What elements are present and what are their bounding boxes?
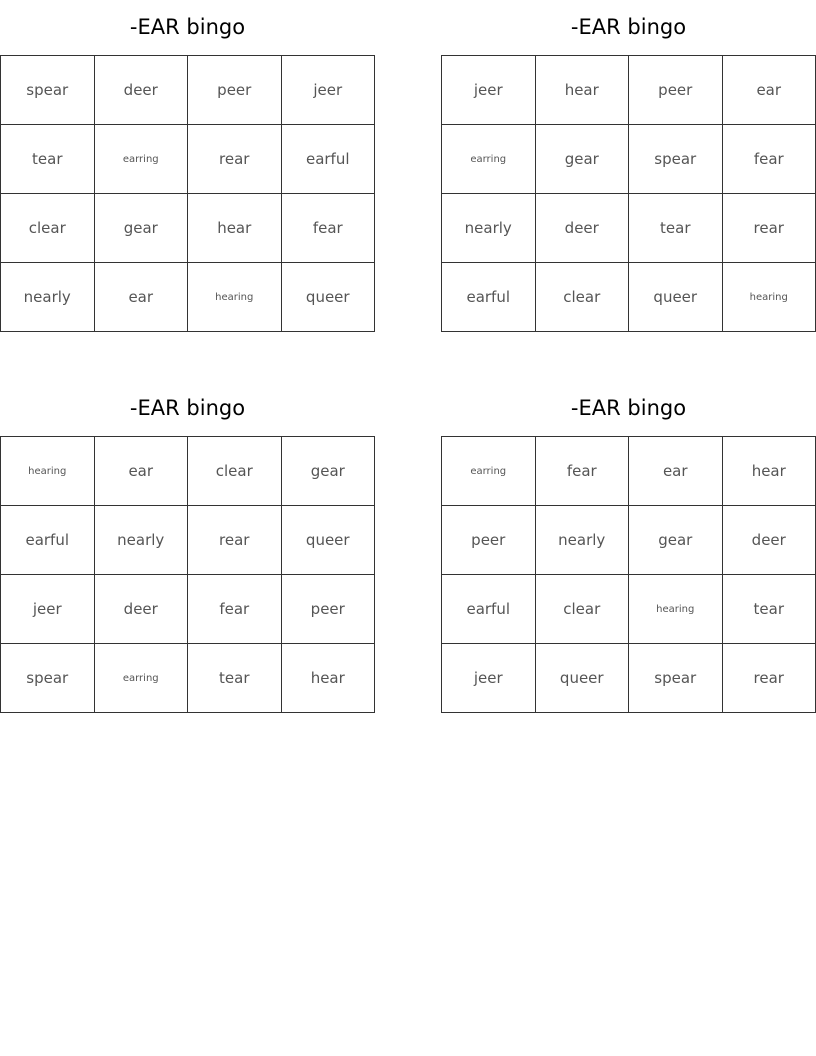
bingo-cell: deer xyxy=(94,56,188,125)
bingo-cell: hear xyxy=(188,194,282,263)
bingo-cell: peer xyxy=(442,506,536,575)
grid-row xyxy=(442,644,816,713)
bingo-cell: queer xyxy=(535,644,629,713)
bingo-cell: hear xyxy=(535,56,629,125)
grid-row xyxy=(1,263,375,332)
bingo-cell: queer xyxy=(629,263,723,332)
bingo-cell: fear xyxy=(535,437,629,506)
bingo-cell: ear xyxy=(94,263,188,332)
bingo-cell: queer xyxy=(281,506,375,575)
bingo-cell: fear xyxy=(281,194,375,263)
grid-row xyxy=(1,125,375,194)
bingo-grid xyxy=(0,55,375,332)
bingo-cell: hear xyxy=(722,437,816,506)
bingo-cell: deer xyxy=(94,575,188,644)
grid-row xyxy=(442,437,816,506)
bingo-cell: hearing xyxy=(188,263,282,332)
grid-row xyxy=(442,56,816,125)
grid-row xyxy=(1,194,375,263)
bingo-cell: earring xyxy=(94,644,188,713)
bingo-cell: tear xyxy=(629,194,723,263)
bingo-cell: jeer xyxy=(442,56,536,125)
bingo-cell: ear xyxy=(722,56,816,125)
bingo-cell: spear xyxy=(1,56,95,125)
bingo-card-2 xyxy=(441,0,816,332)
card-title: -EAR bingo xyxy=(570,396,687,420)
bingo-cell: nearly xyxy=(1,263,95,332)
grid-row xyxy=(1,506,375,575)
card-title: -EAR bingo xyxy=(570,15,687,39)
grid-row xyxy=(442,263,816,332)
bingo-cell: gear xyxy=(94,194,188,263)
bingo-card-4 xyxy=(441,381,816,713)
bingo-cell: tear xyxy=(188,644,282,713)
grid-row xyxy=(442,506,816,575)
bingo-cell: gear xyxy=(629,506,723,575)
bingo-cell: ear xyxy=(94,437,188,506)
bingo-grid xyxy=(441,55,816,332)
bingo-cell: spear xyxy=(629,644,723,713)
bingo-cell: earful xyxy=(442,575,536,644)
bingo-cell: fear xyxy=(722,125,816,194)
grid-row xyxy=(442,575,816,644)
bingo-cell: clear xyxy=(535,575,629,644)
grid-row xyxy=(1,437,375,506)
bingo-cell: tear xyxy=(722,575,816,644)
bingo-cell: deer xyxy=(722,506,816,575)
bingo-cell: nearly xyxy=(442,194,536,263)
bingo-cell: fear xyxy=(188,575,282,644)
bingo-cell: clear xyxy=(1,194,95,263)
bingo-cell: clear xyxy=(188,437,282,506)
bingo-cell: hearing xyxy=(722,263,816,332)
bingo-cell: spear xyxy=(1,644,95,713)
bingo-cell: rear xyxy=(188,506,282,575)
grid-row xyxy=(1,56,375,125)
bingo-cell: earful xyxy=(442,263,536,332)
bingo-cell: jeer xyxy=(442,644,536,713)
bingo-cell: rear xyxy=(722,644,816,713)
bingo-grid xyxy=(0,436,375,713)
bingo-card-1 xyxy=(0,0,375,332)
bingo-cell: earful xyxy=(281,125,375,194)
bingo-cell: peer xyxy=(188,56,282,125)
grid-row xyxy=(442,194,816,263)
grid-row xyxy=(1,575,375,644)
bingo-cell: earring xyxy=(442,437,536,506)
bingo-cell: earful xyxy=(1,506,95,575)
bingo-cell: queer xyxy=(281,263,375,332)
grid-row xyxy=(442,125,816,194)
bingo-cell: hearing xyxy=(1,437,95,506)
bingo-cell: gear xyxy=(281,437,375,506)
bingo-cell: jeer xyxy=(1,575,95,644)
bingo-cell: hearing xyxy=(629,575,723,644)
bingo-cell: peer xyxy=(281,575,375,644)
bingo-cell: nearly xyxy=(535,506,629,575)
bingo-cell: hear xyxy=(281,644,375,713)
bingo-cell: spear xyxy=(629,125,723,194)
card-title: -EAR bingo xyxy=(129,396,246,420)
bingo-cell: nearly xyxy=(94,506,188,575)
card-title: -EAR bingo xyxy=(129,15,246,39)
bingo-cell: deer xyxy=(535,194,629,263)
bingo-cell: ear xyxy=(629,437,723,506)
bingo-cell: gear xyxy=(535,125,629,194)
bingo-cell: clear xyxy=(535,263,629,332)
grid-row xyxy=(1,644,375,713)
bingo-cell: jeer xyxy=(281,56,375,125)
bingo-cell: rear xyxy=(188,125,282,194)
bingo-cell: earring xyxy=(442,125,536,194)
bingo-cell: peer xyxy=(629,56,723,125)
bingo-card-3 xyxy=(0,381,375,713)
bingo-cell: earring xyxy=(94,125,188,194)
bingo-cell: tear xyxy=(1,125,95,194)
bingo-grid xyxy=(441,436,816,713)
bingo-cell: rear xyxy=(722,194,816,263)
